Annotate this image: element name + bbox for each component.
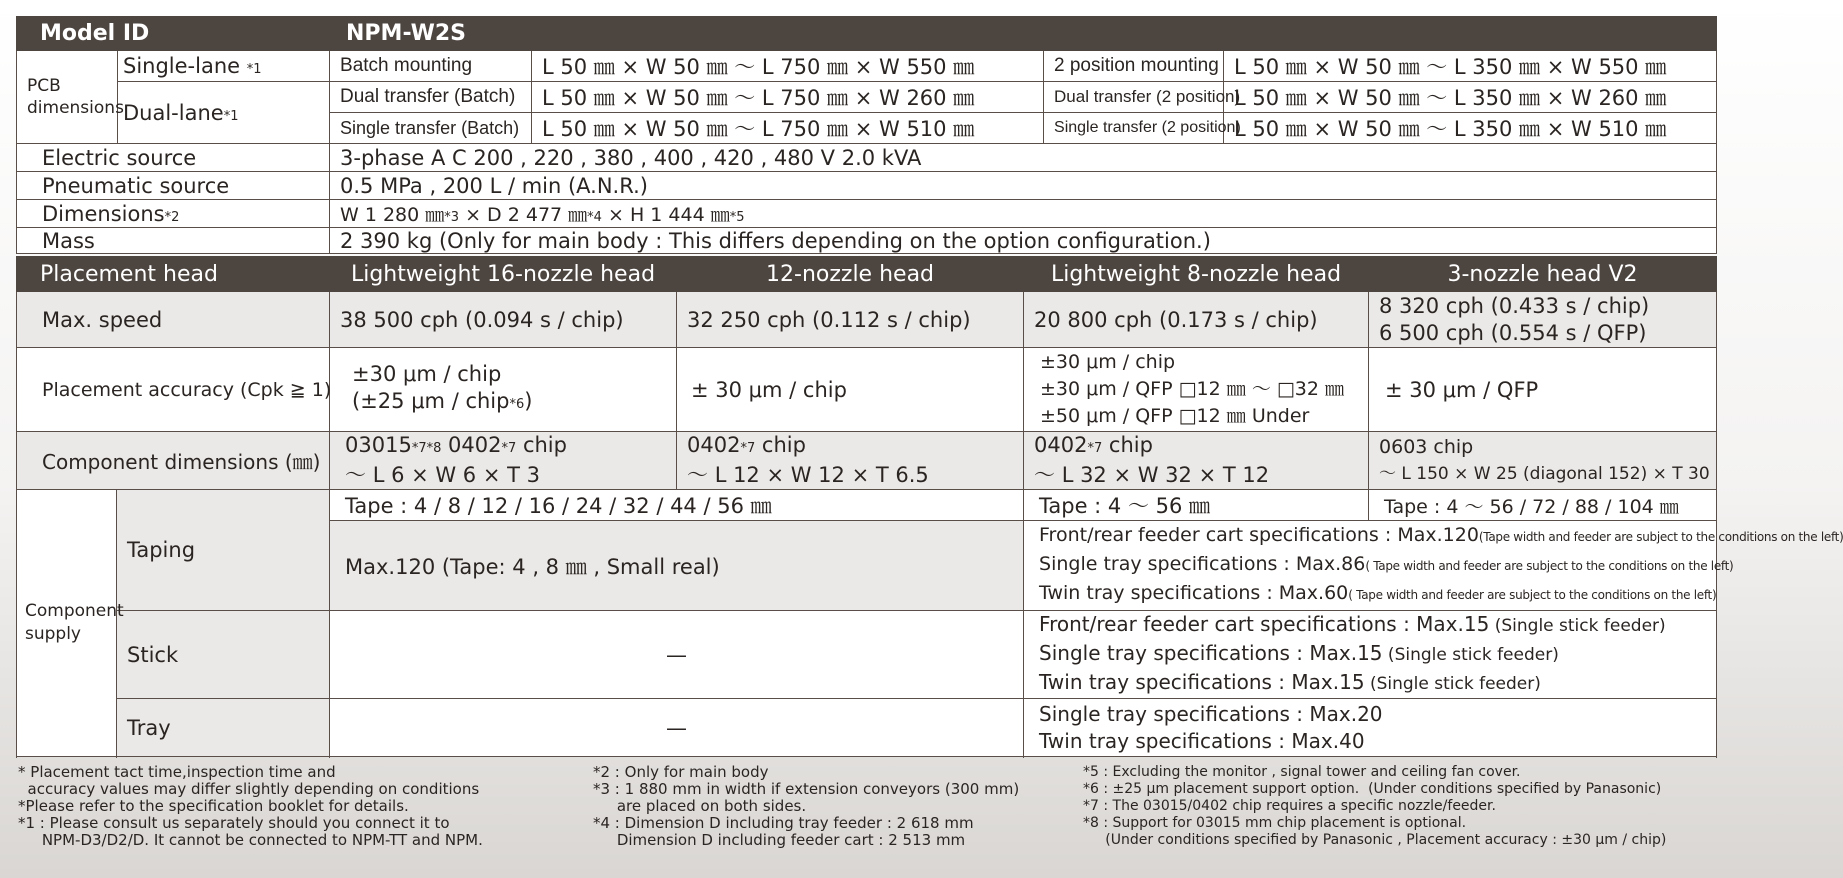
component-dimensions-label: Component dimensions (㎜)	[17, 432, 330, 490]
mass-label: Mass	[17, 228, 330, 254]
accuracy-16: ±30 μm / chip (±25 μm / chip*6)	[330, 348, 677, 432]
value-2position: L 50 ㎜ × W 50 ㎜ ～ L 350 ㎜ × W 550 ㎜	[1224, 51, 1717, 82]
single-lane-label: Single-lane *1	[118, 51, 330, 82]
component-dim-16: 03015*7*8 0402*7 chip ～ L 6 × W 6 × T 3	[330, 432, 677, 490]
mode-2position: 2 position mounting	[1044, 51, 1224, 82]
head-col-8-nozzle: Lightweight 8-nozzle head	[1024, 257, 1369, 292]
component-dim-8: 0402*7 chip ～ L 32 × W 32 × T 12	[1024, 432, 1369, 490]
speed-12: 32 250 cph (0.112 s / chip)	[677, 292, 1024, 348]
mass-value: 2 390 kg (Only for main body : This differs depending on the option configuration.)	[330, 228, 1717, 254]
speed-8: 20 800 cph (0.173 s / chip)	[1024, 292, 1369, 348]
head-col-3-nozzle-v2: 3-nozzle head V2	[1369, 257, 1717, 292]
value-batch: L 50 ㎜ × W 50 ㎜ ～ L 750 ㎜ × W 550 ㎜	[532, 51, 1044, 82]
tray-label: Tray	[117, 699, 330, 757]
speed-16: 38 500 cph (0.094 s / chip)	[330, 292, 677, 348]
taping-right: Front/rear feeder cart specifications : Max.120(Tape width and feeder are subject to the conditions on the left) Single tray specifications : Max.86( Tape width and feeder are subject to the conditions on the left) Twin tray specifications : Max.60( Tape width and feeder are subject to the conditions on the left)	[1024, 521, 1717, 611]
component-supply-label: Component supply	[17, 490, 117, 757]
dimensions-note: *2	[164, 209, 180, 225]
head-col-16-nozzle: Lightweight 16-nozzle head	[330, 257, 677, 292]
taping-label: Taping	[117, 490, 330, 611]
pcb-dimensions-label: PCB dimensions	[17, 51, 118, 144]
footnote-line: *Please refer to the specification booklet for details.	[18, 797, 409, 815]
placement-accuracy-label: Placement accuracy (Cpk ≧ 1)	[17, 348, 330, 432]
model-id-label: Model ID	[17, 17, 330, 51]
footnote-line: are placed on both sides.	[593, 797, 807, 815]
footnote-line: (Under conditions specified by Panasonic , Placement accuracy : ±30 μm / chip)	[1083, 832, 1667, 848]
footnote-line: *7 : The 03015/0402 chip requires a specific nozzle/feeder.	[1083, 798, 1496, 814]
taping-tape-8: Tape : 4 ～ 56 ㎜	[1024, 490, 1369, 521]
footnotes-col-2	[593, 764, 1019, 849]
placement-head-table	[16, 256, 1843, 757]
stick-left: —	[330, 611, 1024, 699]
component-dim-v2: 0603 chip ～ L 150 × W 25 (diagonal 152) × T 30	[1369, 432, 1717, 490]
footnote-line: *5 : Excluding the monitor , signal tower and ceiling fan cover.	[1083, 764, 1521, 780]
electric-source-label: Electric source	[17, 144, 330, 172]
speed-v2: 8 320 cph (0.433 s / chip) 6 500 cph (0.554 s / QFP)	[1369, 292, 1717, 348]
stick-label: Stick	[117, 611, 330, 699]
dual-lane-label: Dual-lane*1	[118, 82, 330, 144]
dimensions-value: W 1 280 ㎜*3 × D 2 477 ㎜*4 × H 1 444 ㎜*5	[330, 200, 1717, 228]
accuracy-v2: ± 30 μm / QFP	[1369, 348, 1717, 432]
footnote-line: *6 : ±25 μm placement support option. (Under conditions specified by Panasonic)	[1083, 781, 1662, 797]
spec-table	[16, 16, 1717, 254]
taping-max-left: Max.120 (Tape: 4 , 8 ㎜ , Small real)	[330, 521, 1024, 611]
footnote-line: *1 : Please consult us separately should you connect it to	[18, 814, 450, 832]
footnote-line: accuracy values may differ slightly depending on conditions	[18, 780, 480, 798]
tray-right: Single tray specifications : Max.20 Twin tray specifications : Max.40	[1024, 699, 1717, 757]
footnote-line: * Placement tact time,inspection time and	[18, 763, 336, 781]
value-single-2position: L 50 ㎜ × W 50 ㎜ ～ L 350 ㎜ × W 510 ㎜	[1224, 113, 1717, 144]
footnotes-col-1	[18, 764, 483, 849]
taping-tape-16-12: Tape : 4 / 8 / 12 / 16 / 24 / 32 / 44 / 56 ㎜	[330, 490, 1024, 521]
footnote-line: *2 : Only for main body	[593, 763, 769, 781]
footnote-line: *8 : Support for 03015 mm chip placement is optional.	[1083, 815, 1467, 831]
dual-lane-note: *1	[223, 108, 239, 124]
max-speed-label: Max. speed	[17, 292, 330, 348]
accuracy-12: ± 30 μm / chip	[677, 348, 1024, 432]
value-dual-2position: L 50 ㎜ × W 50 ㎜ ～ L 350 ㎜ × W 260 ㎜	[1224, 82, 1717, 113]
value-single-batch: L 50 ㎜ × W 50 ㎜ ～ L 750 ㎜ × W 510 ㎜	[532, 113, 1044, 144]
mode-dual-batch: Dual transfer (Batch)	[330, 82, 532, 113]
footnotes-col-3	[1083, 764, 1666, 849]
dimensions-label: Dimensions*2	[17, 200, 330, 228]
head-col-12-nozzle: 12-nozzle head	[677, 257, 1024, 292]
mode-batch: Batch mounting	[330, 51, 532, 82]
footnote-line: *4 : Dimension D including tray feeder : 2 618 mm	[593, 814, 974, 832]
stick-right: Front/rear feeder cart specifications : Max.15 (Single stick feeder) Single tray specifications : Max.15 (Single stick feeder) Twin tray specifications : Max.15 (Single stick feeder)	[1024, 611, 1717, 699]
model-id-value: NPM-W2S	[330, 17, 1717, 51]
single-lane-note: *1	[246, 62, 262, 77]
footnote-line: *3 : 1 880 mm in width if extension conveyors (300 mm)	[593, 780, 1020, 798]
footnote-line: NPM-D3/D2/D. It cannot be connected to NPM-TT and NPM.	[18, 831, 483, 849]
pneumatic-source-label: Pneumatic source	[17, 172, 330, 200]
electric-source-value: 3-phase A C 200 , 220 , 380 , 400 , 420 , 480 V 2.0 kVA	[330, 144, 1717, 172]
pneumatic-source-value: 0.5 MPa , 200 L / min (A.N.R.)	[330, 172, 1717, 200]
tray-left: —	[330, 699, 1024, 757]
component-dim-12: 0402*7 chip ～ L 12 × W 12 × T 6.5	[677, 432, 1024, 490]
mode-single-batch: Single transfer (Batch)	[330, 113, 532, 144]
footnote-line: Dimension D including feeder cart : 2 513 mm	[593, 831, 966, 849]
taping-tape-v2: Tape : 4 ～ 56 / 72 / 88 / 104 ㎜	[1369, 490, 1717, 521]
mode-dual-2position: Dual transfer (2 position)	[1044, 82, 1224, 113]
value-dual-batch: L 50 ㎜ × W 50 ㎜ ～ L 750 ㎜ × W 260 ㎜	[532, 82, 1044, 113]
accuracy-8: ±30 μm / chip ±30 μm / QFP □12 ㎜ ～ □32 ㎜ ±50 μm / QFP □12 ㎜ Under	[1024, 348, 1369, 432]
mode-single-2position: Single transfer (2 position)	[1044, 113, 1224, 144]
placement-head-label: Placement head	[17, 257, 330, 292]
